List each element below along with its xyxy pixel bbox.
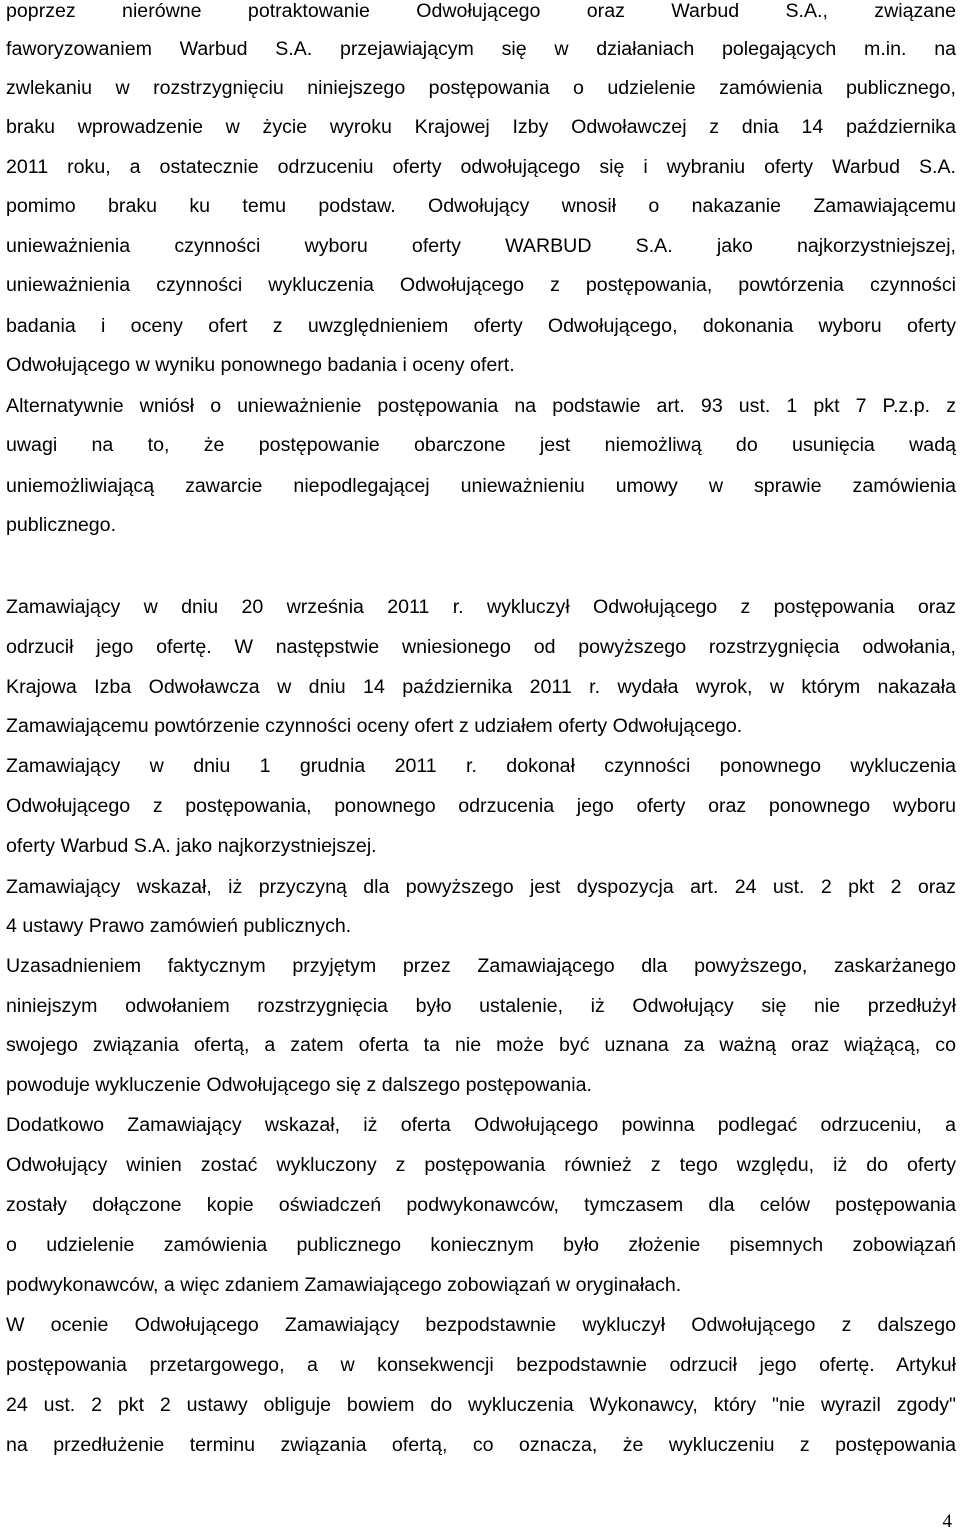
- text-line: Alternatywnie wniósł o unieważnienie postępowania na podstawie art. 93 ust. 1 pkt 7 P.z.p. z: [6, 395, 956, 417]
- text-line: Zamawiający w dniu 20 września 2011 r. wykluczył Odwołującego z postępowania oraz: [6, 596, 956, 618]
- text-line: unieważnienia czynności wyboru oferty WARBUD S.A. jako najkorzystniejszej,: [6, 235, 956, 257]
- text-line: uniemożliwiającą zawarcie niepodlegającej unieważnieniu umowy w sprawie zamówienia: [6, 475, 956, 497]
- text-line: Odwołującego w wyniku ponownego badania i oceny ofert.: [6, 354, 515, 376]
- text-line: powoduje wykluczenie Odwołującego się z dalszego postępowania.: [6, 1074, 592, 1096]
- page-number: 4: [942, 1511, 952, 1532]
- text-line: Zamawiający wskazał, iż przyczyną dla powyższego jest dyspozycja art. 24 ust. 2 pkt 2 oraz: [6, 876, 956, 898]
- text-line: niniejszym odwołaniem rozstrzygnięcia było ustalenie, iż Odwołujący się nie przedłużył: [6, 995, 956, 1017]
- text-line: 24 ust. 2 pkt 2 ustawy obliguje bowiem do wykluczenia Wykonawcy, który "nie wyrazil zgody": [6, 1394, 956, 1416]
- text-line: braku wprowadzenie w życie wyroku Krajowej Izby Odwoławczej z dnia 14 października: [6, 116, 956, 138]
- text-line: podwykonawców, a więc zdaniem Zamawiającego zobowiązań w oryginałach.: [6, 1274, 682, 1296]
- text-line: Uzasadnieniem faktycznym przyjętym przez Zamawiającego dla powyższego, zaskarżanego: [6, 955, 956, 977]
- text-line: odrzucił jego ofertę. W następstwie wniesionego od powyższego rozstrzygnięcia odwołania,: [6, 636, 956, 658]
- text-line: na przedłużenie terminu związania ofertą, co oznacza, że wykluczeniu z postępowania: [6, 1434, 956, 1456]
- text-line: unieważnienia czynności wykluczenia Odwołującego z postępowania, powtórzenia czynności: [6, 274, 956, 296]
- text-line: o udzielenie zamówienia publicznego koniecznym było złożenie pisemnych zobowiązań: [6, 1234, 956, 1256]
- text-line: swojego związania ofertą, a zatem oferta ta nie może być uznana za ważną oraz wiążącą, co: [6, 1034, 956, 1056]
- document-page: [6, 0, 956, 1537]
- text-line: oferty Warbud S.A. jako najkorzystniejszej.: [6, 835, 377, 857]
- text-line: Dodatkowo Zamawiający wskazał, iż oferta Odwołującego powinna podlegać odrzuceniu, a: [6, 1114, 956, 1136]
- text-line: zostały dołączone kopie oświadczeń podwykonawców, tymczasem dla celów postępowania: [6, 1194, 956, 1216]
- text-line: Odwołującego z postępowania, ponownego odrzucenia jego oferty oraz ponownego wyboru: [6, 795, 956, 817]
- text-line: zwlekaniu w rozstrzygnięciu niniejszego postępowania o udzielenie zamówienia publicznego,: [6, 77, 956, 99]
- text-line: postępowania przetargowego, a w konsekwencji bezpodstawnie odrzucił jego ofertę. Artykuł: [6, 1354, 956, 1376]
- text-line: W ocenie Odwołującego Zamawiający bezpodstawnie wykluczył Odwołującego z dalszego: [6, 1314, 956, 1336]
- text-line: badania i oceny ofert z uwzględnieniem oferty Odwołującego, dokonania wyboru oferty: [6, 315, 956, 337]
- text-line: 2011 roku, a ostatecznie odrzuceniu oferty odwołującego się i wybraniu oferty Warbud S.A.: [6, 156, 956, 178]
- text-line: Zamawiającemu powtórzenie czynności oceny ofert z udziałem oferty Odwołującego.: [6, 715, 743, 737]
- text-line: uwagi na to, że postępowanie obarczone jest niemożliwą do usunięcia wadą: [6, 434, 956, 456]
- text-line: publicznego.: [6, 514, 117, 536]
- text-line: Krajowa Izba Odwoławcza w dniu 14 października 2011 r. wydała wyrok, w którym nakazała: [6, 676, 956, 698]
- text-line: Odwołujący winien zostać wykluczony z postępowania również z tego względu, iż do oferty: [6, 1154, 956, 1176]
- text-line: poprzez nierówne potraktowanie Odwołującego oraz Warbud S.A., związane: [6, 0, 956, 22]
- text-line: faworyzowaniem Warbud S.A. przejawiającym się w działaniach polegających m.in. na: [6, 38, 956, 60]
- text-line: pomimo braku ku temu podstaw. Odwołujący wnosił o nakazanie Zamawiającemu: [6, 195, 956, 217]
- text-line: Zamawiający w dniu 1 grudnia 2011 r. dokonał czynności ponownego wykluczenia: [6, 755, 956, 777]
- text-line: 4 ustawy Prawo zamówień publicznych.: [6, 915, 352, 937]
